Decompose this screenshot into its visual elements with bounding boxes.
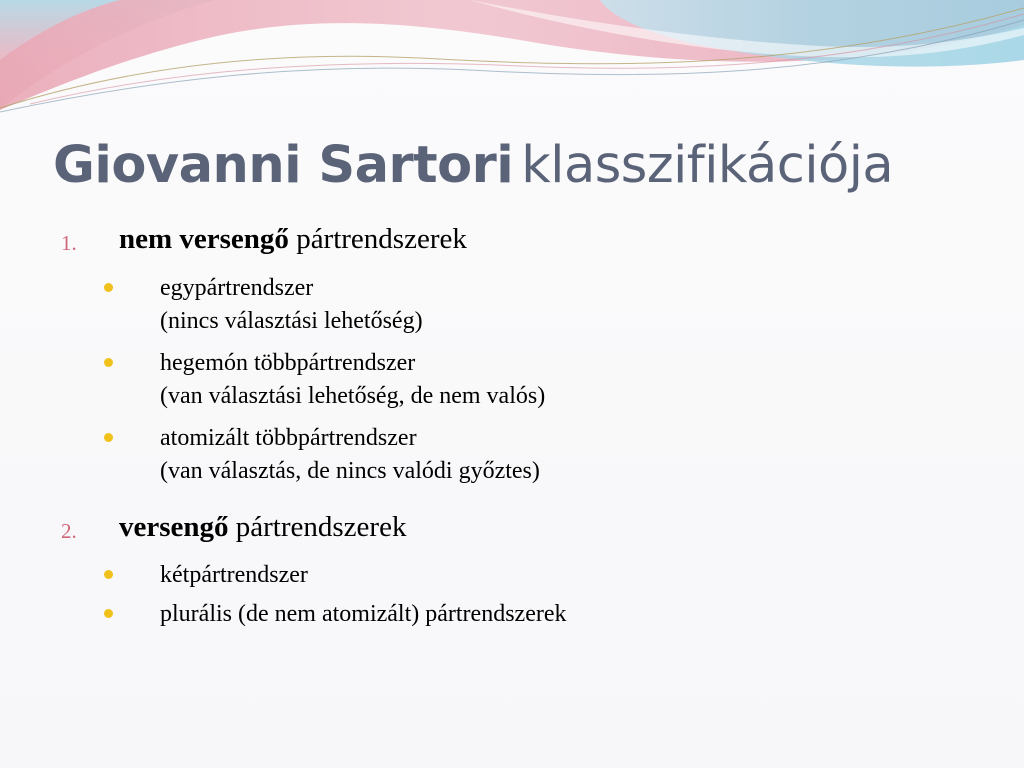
item-heading-rest: pártrendszerek: [235, 511, 407, 543]
bullet-line: egypártrendszer: [160, 275, 314, 301]
item-heading: [119, 511, 406, 544]
bullet-dot-icon: [104, 358, 113, 367]
bullet-text: [160, 347, 545, 413]
bullet-text: [160, 422, 540, 488]
numbered-item-1: [0, 223, 900, 263]
item-heading-bold: versengő: [119, 511, 229, 543]
bullet-line: kétpártrendszer: [160, 562, 308, 588]
bullet-line: plurális (de nem atomizált) pártrendszerek: [160, 601, 567, 627]
title-normal: klasszifikációja: [521, 136, 894, 195]
title-bold: Giovanni Sartori: [53, 136, 514, 195]
numbered-item-2: [0, 511, 900, 551]
bullet-dot-icon: [104, 283, 113, 292]
bullet-subline: (van választás, de nincs valódi győztes): [160, 458, 540, 484]
bullet-subline: (van választási lehetőség, de nem valós): [160, 383, 546, 409]
bullet-text: [160, 598, 567, 631]
bullet-text: [160, 272, 423, 338]
bullet-dot-icon: [104, 433, 113, 442]
bullet-text: [160, 559, 308, 592]
slide-title: [53, 128, 893, 204]
bullet-line: atomizált többpártrendszer: [160, 425, 417, 451]
item-heading-rest: pártrendszerek: [296, 223, 467, 255]
bullet-line: hegemón többpártrendszer: [160, 350, 416, 376]
item-number: 1.: [61, 231, 77, 255]
item-heading-bold: nem versengő: [119, 223, 289, 255]
item-heading: [119, 223, 467, 256]
bullet-subline: (nincs választási lehetőség): [160, 308, 423, 334]
bullet-dot-icon: [104, 570, 113, 579]
bullet-dot-icon: [104, 609, 113, 618]
decorative-wave-header: [0, 0, 1024, 125]
item-number: 2.: [61, 519, 77, 543]
